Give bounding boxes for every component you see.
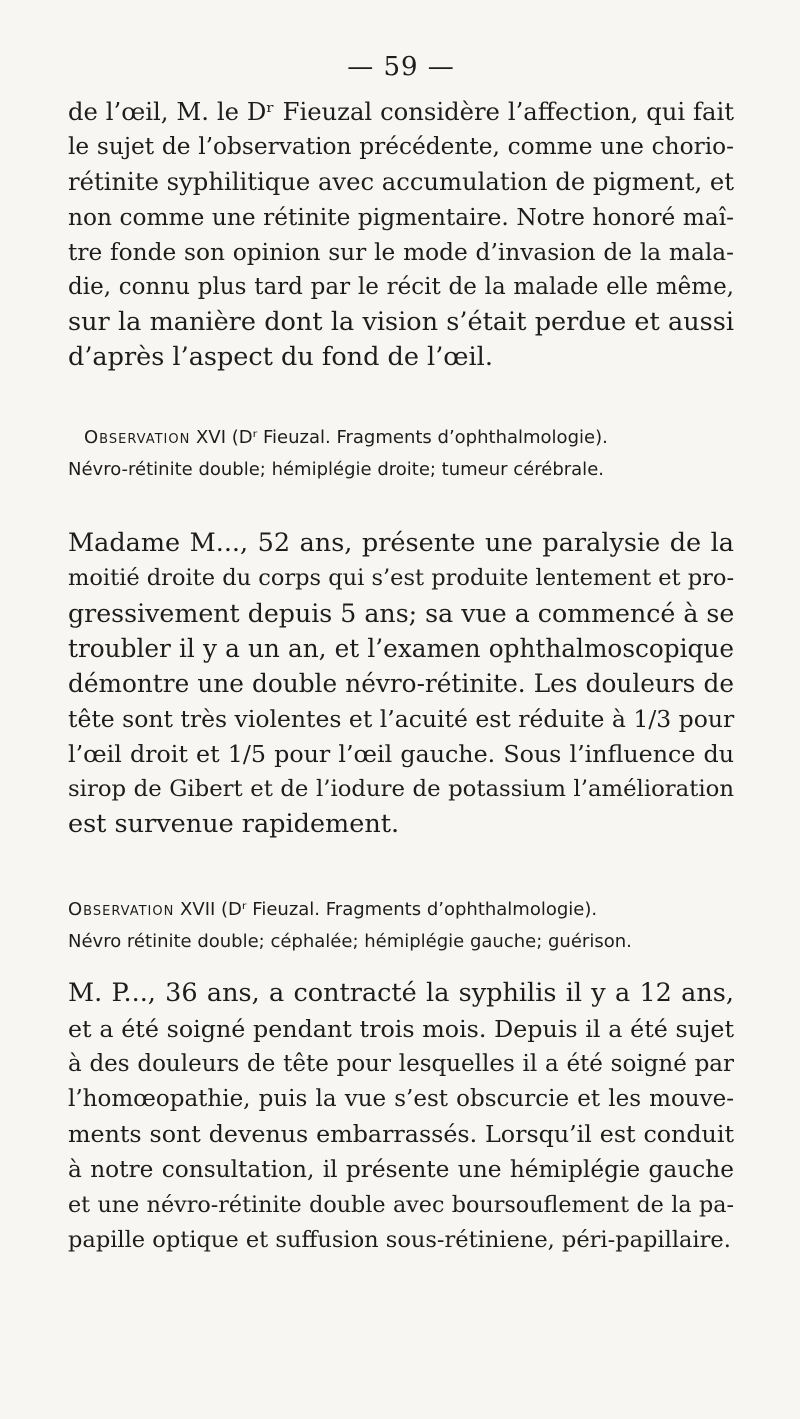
text-line: non comme une rétinite pigmentaire. Notre honoré maî- [68, 203, 734, 231]
observation-17-title-rest: XVII (Dʳ Fieuzal. Fragments d’ophthalmologie). [174, 899, 598, 921]
text-line: à des douleurs de tête pour lesquelles il a été soigné par [68, 1050, 734, 1077]
observation-label: Observation [68, 899, 175, 921]
text-line: d’après l’aspect du fond de l’œil. [68, 342, 493, 373]
text-line: sur la manière dont la vision s’était perdue et aussi [68, 307, 734, 338]
text-line: l’œil droit et 1/5 pour l’œil gauche. Sous l’influence du [68, 739, 734, 768]
observation-16-subtitle: Névro-rétinite double; hémiplégie droite; tumeur cérébrale. [68, 458, 604, 480]
text-line: est survenue rapidement. [68, 809, 400, 840]
observation-16-body [68, 526, 734, 843]
text-line: de l’œil, M. le Dʳ Fieuzal considère l’affection, qui fait [68, 97, 734, 126]
observation-16-title [68, 422, 734, 454]
observation-16-heading [68, 422, 734, 486]
text-line: l’homœopathie, puis la vue s’est obscurcie et les mouve- [68, 1086, 734, 1113]
observation-17-body [68, 976, 734, 1258]
observation-17-subtitle: Névro rétinite double; céphalée; hémiplégie gauche; guérison. [68, 931, 632, 953]
text-line: démontre une double névro-rétinite. Les douleurs de [68, 669, 734, 699]
text-line: moitié droite du corps qui s’est produite lentement et pro- [68, 564, 735, 591]
page-number: — 59 — [347, 52, 455, 82]
text-line: et une névro-rétinite double avec boursouflement de la pa- [68, 1191, 734, 1218]
text-line: Madame M..., 52 ans, présente une paralysie de la [68, 527, 734, 558]
text-line: die, connu plus tard par le récit de la malade elle même, [68, 274, 734, 301]
text-line: M. P..., 36 ans, a contracté la syphilis il y a 12 ans, [68, 978, 734, 1009]
observation-16-title-rest: XVI (Dʳ Fieuzal. Fragments d’ophthalmologie). [190, 426, 608, 448]
observation-label: Observation [84, 426, 191, 448]
book-page [68, 52, 734, 1258]
text-line: tre fonde son opinion sur le mode d’invasion de la mala- [68, 238, 734, 266]
text-line: le sujet de l’observation précédente, comme une chorio- [68, 133, 734, 161]
text-line: ments sont devenus embarrassés. Lorsqu’il est conduit [68, 1120, 734, 1149]
text-line: troubler il y a un an, et l’examen ophthalmoscopique [68, 634, 734, 664]
text-line: sirop de Gibert et de l’iodure de potassium l’amélioration [68, 776, 734, 803]
observation-17-title [68, 894, 734, 926]
text-line: papille optique et suffusion sous-rétiniene, péri-papillaire. [68, 1226, 731, 1253]
text-line: gressivement depuis 5 ans; sa vue a commencé à se [68, 599, 735, 629]
text-line: et a été soigné pendant trois mois. Depuis il a été sujet [68, 1014, 734, 1043]
text-line: tête sont très violentes et l’acuité est réduite à 1/3 pour [68, 704, 735, 733]
text-line: rétinite syphilitique avec accumulation de pigment, et [68, 167, 734, 197]
observation-17-heading [68, 894, 734, 958]
text-line: à notre consultation, il présente une hémiplégie gauche [68, 1156, 734, 1184]
intro-paragraph [68, 94, 734, 376]
